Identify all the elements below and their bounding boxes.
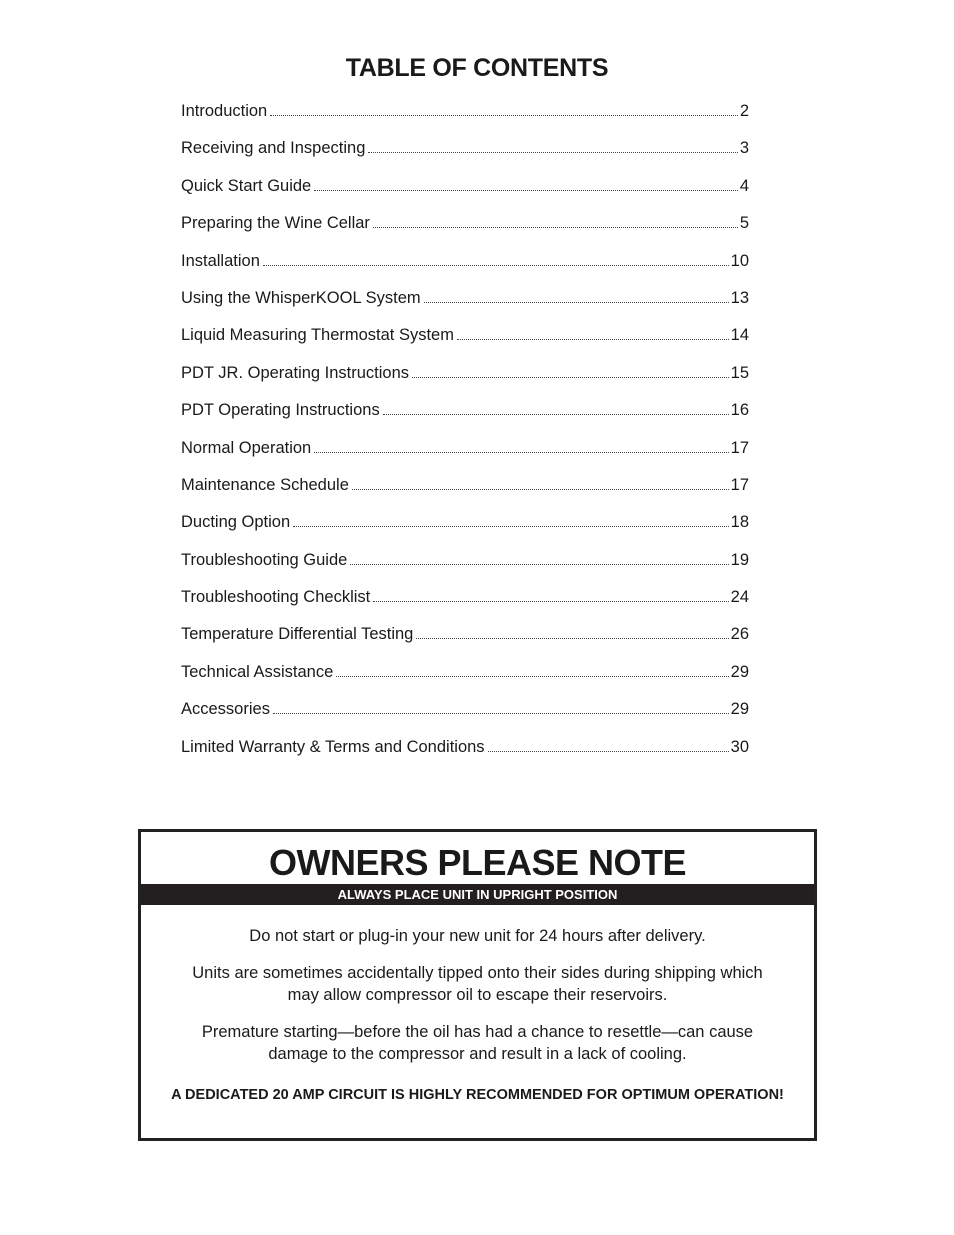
toc-entry[interactable] bbox=[181, 656, 749, 693]
toc-dot-leader bbox=[263, 264, 729, 266]
toc-dot-leader bbox=[488, 750, 729, 752]
toc-dot-leader bbox=[383, 413, 729, 415]
toc-entry-label: Liquid Measuring Thermostat System bbox=[181, 326, 454, 345]
toc-dot-leader bbox=[293, 525, 728, 527]
notice-body bbox=[141, 905, 814, 1105]
toc-entry[interactable] bbox=[181, 581, 749, 618]
toc-entry-label: Troubleshooting Checklist bbox=[181, 588, 371, 607]
toc-entry-page: 29 bbox=[730, 700, 749, 719]
toc-entry-label: PDT Operating Instructions bbox=[181, 401, 380, 420]
toc-entry[interactable] bbox=[181, 693, 749, 730]
notice-banner: ALWAYS PLACE UNIT IN UPRIGHT POSITION bbox=[141, 884, 814, 905]
toc-entry-label: Quick Start Guide bbox=[181, 176, 312, 195]
toc-entry-page: 18 bbox=[730, 513, 749, 532]
toc-entry[interactable] bbox=[181, 731, 749, 768]
toc-entry[interactable] bbox=[181, 132, 749, 169]
toc-title: TABLE OF CONTENTS bbox=[345, 54, 609, 82]
notice-heading: OWNERS PLEASE NOTE bbox=[268, 842, 687, 883]
toc-entry[interactable] bbox=[181, 319, 749, 356]
toc-entry-page: 14 bbox=[730, 326, 749, 345]
toc-entry-label: Maintenance Schedule bbox=[181, 475, 349, 494]
toc-entry[interactable] bbox=[181, 544, 749, 581]
toc-dot-leader bbox=[350, 563, 728, 565]
notice-paragraph: Do not start or plug-in your new unit for 24 hours after delivery. bbox=[249, 927, 706, 945]
toc-entry-label: Troubleshooting Guide bbox=[181, 550, 348, 569]
toc-dot-leader bbox=[314, 451, 728, 453]
toc-entry-page: 15 bbox=[730, 363, 749, 382]
toc-dot-leader bbox=[270, 114, 738, 116]
toc-entry-page: 30 bbox=[730, 737, 749, 756]
toc-entry-label: Temperature Differential Testing bbox=[181, 625, 414, 644]
toc-entry[interactable] bbox=[181, 506, 749, 543]
toc-dot-leader bbox=[373, 226, 738, 228]
toc-entry[interactable] bbox=[181, 245, 749, 282]
toc-dot-leader bbox=[373, 600, 728, 602]
toc-entry-label: Limited Warranty & Terms and Conditions bbox=[181, 737, 485, 756]
toc-list bbox=[181, 95, 749, 768]
toc-entry-label: Using the WhisperKOOL System bbox=[181, 288, 421, 307]
toc-entry-page: 4 bbox=[739, 176, 749, 195]
toc-dot-leader bbox=[424, 301, 729, 303]
toc-dot-leader bbox=[416, 637, 728, 639]
toc-entry[interactable] bbox=[181, 207, 749, 244]
toc-entry-label: Technical Assistance bbox=[181, 662, 334, 681]
toc-entry-label: PDT JR. Operating Instructions bbox=[181, 363, 410, 382]
toc-entry-label: Receiving and Inspecting bbox=[181, 139, 366, 158]
notice-warning: A DEDICATED 20 AMP CIRCUIT IS HIGHLY RECOMMENDED FOR OPTIMUM OPERATION! bbox=[171, 1087, 784, 1103]
toc-entry-label: Introduction bbox=[181, 102, 268, 120]
toc-dot-leader bbox=[352, 488, 729, 490]
toc-entry-page: 10 bbox=[730, 251, 749, 270]
toc-entry-label: Normal Operation bbox=[181, 438, 312, 457]
toc-entry-page: 19 bbox=[730, 550, 749, 569]
toc-entry[interactable] bbox=[181, 282, 749, 319]
notice-paragraph: Units are sometimes accidentally tipped onto their sides during shipping which may allow compressor oil to escape their reservoirs. bbox=[192, 964, 763, 1004]
toc-dot-leader bbox=[314, 189, 738, 191]
toc-entry[interactable] bbox=[181, 95, 749, 132]
toc-entry[interactable] bbox=[181, 432, 749, 469]
toc-entry-page: 16 bbox=[730, 401, 749, 420]
toc-entry-page: 3 bbox=[739, 139, 749, 158]
toc-entry[interactable] bbox=[181, 394, 749, 431]
toc-entry[interactable] bbox=[181, 469, 749, 506]
toc-entry[interactable] bbox=[181, 170, 749, 207]
toc-entry-page: 29 bbox=[730, 662, 749, 681]
toc-entry-label: Installation bbox=[181, 251, 260, 270]
toc-dot-leader bbox=[336, 675, 728, 677]
toc-entry-label: Preparing the Wine Cellar bbox=[181, 214, 370, 233]
toc-entry-page: 17 bbox=[730, 475, 749, 494]
toc-entry-label: Ducting Option bbox=[181, 513, 291, 532]
toc-dot-leader bbox=[412, 376, 729, 378]
toc-entry-page: 13 bbox=[730, 288, 749, 307]
toc-entry-page: 26 bbox=[730, 625, 749, 644]
toc-dot-leader bbox=[457, 338, 729, 340]
toc-entry-page: 2 bbox=[739, 102, 749, 120]
toc-entry[interactable] bbox=[181, 357, 749, 394]
toc-entry-label: Accessories bbox=[181, 700, 270, 719]
toc-dot-leader bbox=[368, 151, 737, 153]
owners-notice-box bbox=[138, 829, 817, 1141]
toc-entry-page: 5 bbox=[739, 214, 749, 233]
toc-entry-page: 24 bbox=[730, 588, 749, 607]
toc-dot-leader bbox=[273, 712, 729, 714]
notice-paragraph: Premature starting—before the oil has had a chance to resettle—can cause damage to the compressor and result in a lack of cooling. bbox=[201, 1023, 754, 1063]
toc-entry-page: 17 bbox=[730, 438, 749, 457]
toc-entry[interactable] bbox=[181, 618, 749, 655]
